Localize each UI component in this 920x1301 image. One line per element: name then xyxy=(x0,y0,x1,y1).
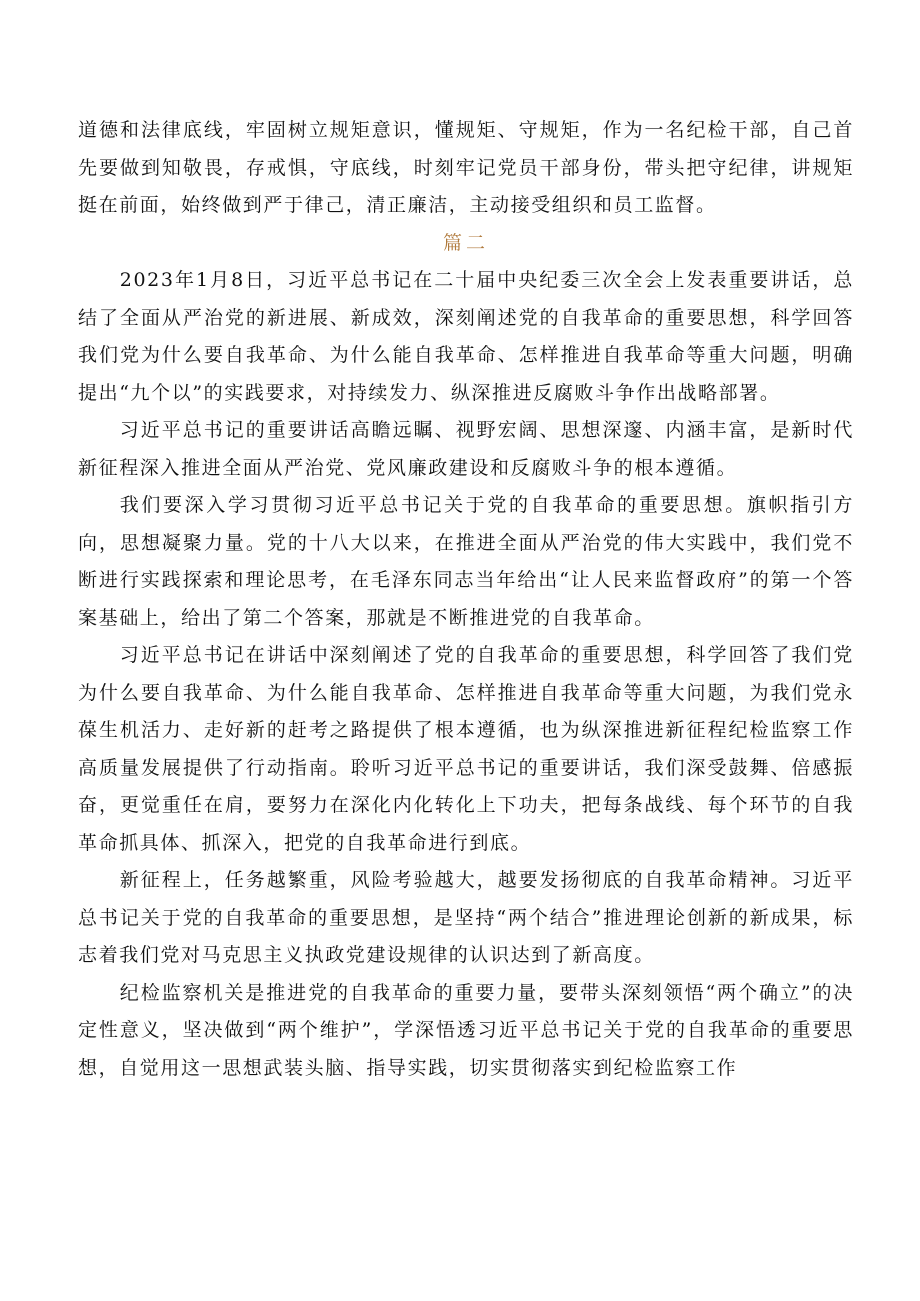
intro-paragraph: 道德和法律底线，牢固树立规矩意识，懂规矩、守规矩，作为一名纪检干部，自己首先要做到知敬畏，存戒惧，守底线，时刻牢记党员干部身份，带头把守纪律，讲规矩挺在前面，始终做到严于律己，清正廉洁，主动接受组织和员工监督。 xyxy=(78,119,854,216)
body-paragraph-6: 纪检监察机关是推进党的自我革命的重要力量，要带头深刻领悟“两个确立”的决定性意义，坚决做到“两个维护”，学深悟透习近平总书记关于党的自我革命的重要思想，自觉用这一思想武装头脑、指导实践，切实贯彻落实到纪检监察工作 xyxy=(78,981,854,1079)
section-title: 篇二 xyxy=(442,231,489,254)
body-paragraph-3: 我们要深入学习贯彻习近平总书记关于党的自我革命的重要思想。旗帜指引方向，思想凝聚力量。党的十八大以来，在推进全面从严治党的伟大实践中，我们党不断进行实践探索和理论思考，在毛泽东同志当年给出“让人民来监督政府”的第一个答案基础上，给出了第二个答案，那就是不断推进党的自我革命。 xyxy=(78,494,854,629)
body-paragraph-1: 2023年1月8日，习近平总书记在二十届中央纪委三次全会上发表重要讲话，总结了全面从严治党的新进展、新成效，深刻阐述党的自我革命的重要思想，科学回答我们党为什么要自我革命、为什么能自我革命、怎样推进自我革命等重大问题，明确提出“九个以”的实践要求，对持续发力、纵深推进反腐败斗争作出战略部署。 xyxy=(78,269,854,404)
document-page xyxy=(78,112,854,1087)
body-paragraph-2: 习近平总书记的重要讲话高瞻远瞩、视野宏阔、思想深邃、内涵丰富，是新时代新征程深入推进全面从严治党、党风廉政建设和反腐败斗争的根本遵循。 xyxy=(78,419,854,479)
body-paragraph-5: 新征程上，任务越繁重，风险考验越大，越要发扬彻底的自我革命精神。习近平总书记关于党的自我革命的重要思想，是坚持“两个结合”推进理论创新的新成果，标志着我们党对马克思主义执政党建设规律的认识达到了新高度。 xyxy=(78,869,854,966)
body-paragraph-4: 习近平总书记在讲话中深刻阐述了党的自我革命的重要思想，科学回答了我们党为什么要自我革命、为什么能自我革命、怎样推进自我革命等重大问题，为我们党永葆生机活力、走好新的赶考之路提供了根本遵循，也为纵深推进新征程纪检监察工作高质量发展提供了行动指南。聆听习近平总书记的重要讲话，我们深受鼓舞、倍感振奋，更觉重任在肩，要努力在深化内化转化上下功夫，把每条战线、每个环节的自我革命抓具体、抓深入，把党的自我革命进行到底。 xyxy=(78,644,854,854)
